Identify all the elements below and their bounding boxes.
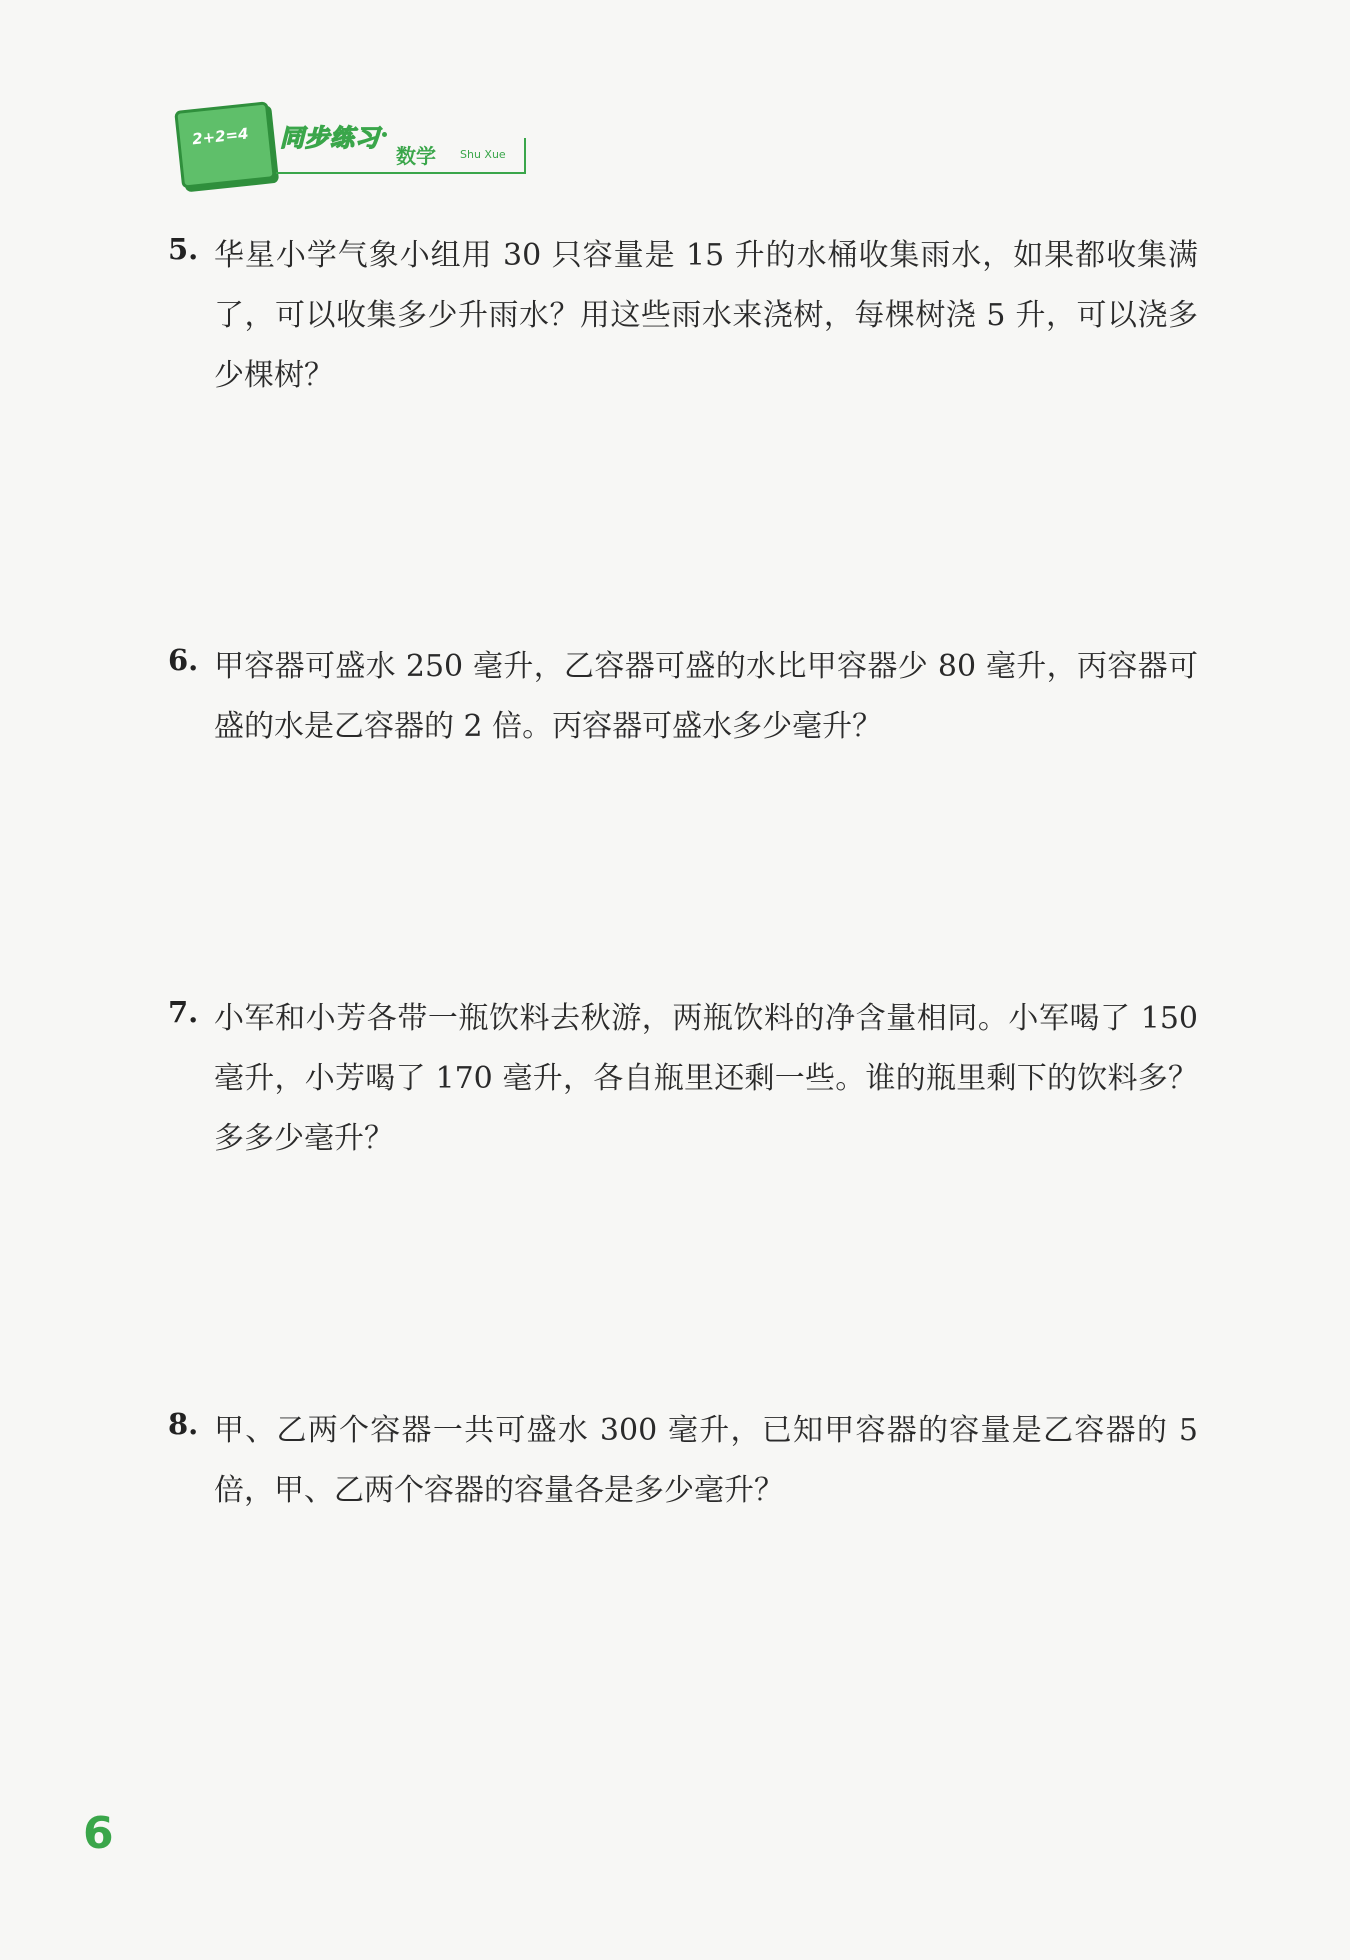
brand-dot <box>382 132 387 137</box>
chalkboard-icon <box>174 101 276 188</box>
question-number: 7. <box>168 995 199 1029</box>
header-divider <box>524 138 526 174</box>
subject-label: 数学 <box>396 144 436 168</box>
question-text: 小军和小芳各带一瓶饮料去秋游，两瓶饮料的净含量相同。小军喝了 150 毫升，小芳喝了 170 毫升，各自瓶里还剩一些。谁的瓶里剩下的饮料多？多多少毫升？ <box>214 1001 1198 1156</box>
header-logo <box>170 98 530 188</box>
header-underline <box>276 172 526 174</box>
question-text: 甲、乙两个容器一共可盛水 300 毫升，已知甲容器的容量是乙容器的 5 倍，甲、乙两个容器的容量各是多少毫升？ <box>214 1413 1198 1508</box>
question-number: 8. <box>168 1407 199 1441</box>
question-text: 华星小学气象小组用 30 只容量是 15 升的水桶收集雨水，如果都收集满了，可以收集多少升雨水？用这些雨水来浇树，每棵树浇 5 升，可以浇多少棵树？ <box>214 238 1198 393</box>
chalkboard-text: 2+2=4 <box>191 124 250 149</box>
page-number: 6 <box>83 1808 114 1859</box>
question-number: 5. <box>168 232 199 266</box>
question-number: 6. <box>168 643 199 677</box>
subject-pinyin: Shu Xue <box>460 148 506 161</box>
question-text: 甲容器可盛水 250 毫升，乙容器可盛的水比甲容器少 80 毫升，丙容器可盛的水是乙容器的 2 倍。丙容器可盛水多少毫升？ <box>214 649 1198 744</box>
brand-title: 同步练习 <box>280 124 380 152</box>
